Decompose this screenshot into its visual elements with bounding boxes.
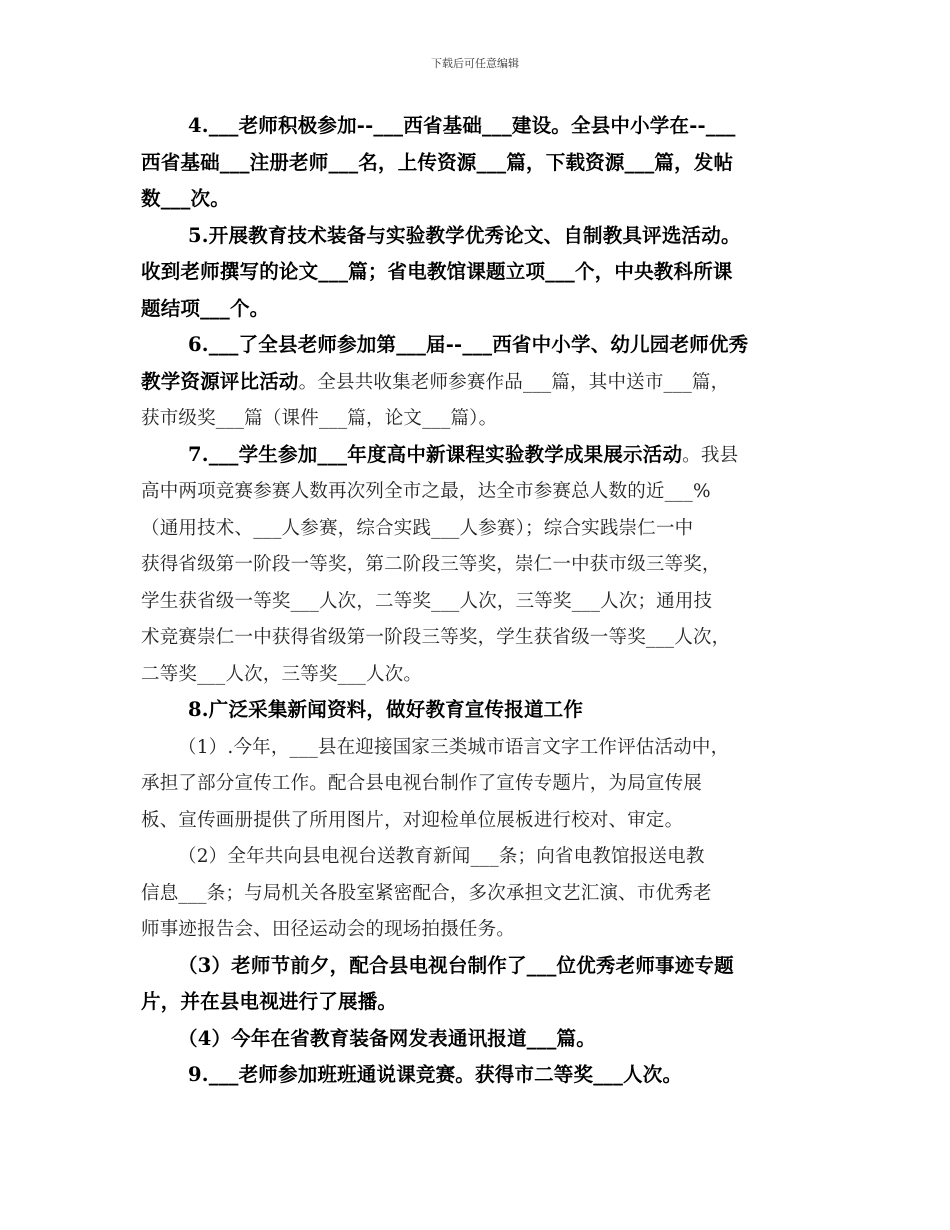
text-line [141,218,821,255]
text-line [141,619,821,656]
text-line [141,327,821,364]
text-segment: 信息___条；与局机关各股室紧密配合，多次承担文艺汇演、市优秀老 [141,882,712,904]
text-segment: 题结项___个。 [141,296,270,320]
text-line [141,948,821,985]
paragraph-item-5 [141,692,821,729]
paragraph-item-3 [141,327,821,437]
text-segment: 7.___学生参加___年度高中新课程实验教学成果展示活动 [188,442,683,466]
paragraph-item-2 [141,218,821,328]
paragraph-item-6 [141,729,821,839]
text-segment: 西省基础___注册老师___名，上传资源___篇，下载资源___篇，发帖 [141,150,734,174]
text-line [141,291,821,328]
text-line [141,181,821,218]
text-line [141,729,821,766]
text-line [141,765,821,802]
text-line [141,1021,821,1058]
text-line [141,984,821,1021]
text-line [141,583,821,620]
paragraph-item-10 [141,1057,821,1094]
text-segment: 获得省级第一阶段一等奖，第二阶段三等奖，崇仁一中获市级三等奖， [141,554,721,575]
text-line [141,911,821,948]
text-segment: 二等奖___人次，三等奖___人次。 [141,663,423,685]
paragraph-item-1 [141,108,821,218]
text-line [141,510,821,547]
text-segment: 4.___老师积极参加--___西省基础___建设。全县中小学在--___ [188,114,736,137]
text-line [141,254,821,291]
text-segment: 学生获省级一等奖___人次，二等奖___人次，三等奖___人次；通用技 [141,590,713,612]
text-line [141,108,821,145]
document-body [141,108,821,1094]
paragraph-item-9 [141,1021,821,1058]
text-line [141,802,821,839]
text-segment: （4）今年在省教育装备网发表通讯报道___篇。 [178,1026,596,1050]
text-segment: 承担了部分宣传工作。配合县电视台制作了宣传专题片，为局宣传展 [141,773,703,794]
text-segment: （1）.今年，___县在迎接国家三类城市语言文字工作评估活动中， [178,736,730,758]
paragraph-item-7 [141,838,821,948]
text-line [141,145,821,182]
text-segment: 高中两项竞赛参赛人数再次列全市之最，达全市参赛总人数的近___% [141,481,711,502]
text-segment: 。我县 [682,444,739,466]
paragraph-item-8 [141,948,821,1021]
paragraph-item-4 [141,437,821,693]
text-line [141,546,821,583]
text-segment: 获市级奖___篇（课件___篇，论文___篇）。 [141,408,498,429]
text-line [141,437,821,474]
text-segment: （3）老师节前夕，配合县电视台制作了___位优秀老师事迹专题 [178,953,734,977]
text-segment: 片，并在县电视进行了展播。 [141,990,398,1013]
text-line [141,1057,821,1094]
text-segment: 术竞赛崇仁一中获得省级第一阶段三等奖，学生获省级一等奖___人次， [141,627,731,648]
text-line [141,838,821,875]
text-segment: 8.广泛采集新闻资料，做好教育宣传报道工作 [188,698,584,721]
text-segment: 9.___老师参加班班通说课竞赛。获得市二等奖___人次。 [188,1063,683,1086]
text-line [141,875,821,912]
text-segment: （2）全年共向县电视台送教育新闻___条；向省电教馆报送电教 [178,846,705,867]
text-line [141,364,821,401]
text-segment: 6.___了全县老师参加第___届--___西省中小学、幼儿园老师优秀 [188,333,749,356]
text-segment: 教学资源评比活动 [141,369,299,393]
text-segment: 5.开展教育技术装备与实验教学优秀论文、自制教具评选活动。 [188,223,741,247]
text-segment: 。全县共收集老师参赛作品___篇，其中送市___篇， [298,371,730,393]
text-segment: 师事迹报告会、田径运动会的现场拍摄任务。 [141,919,516,940]
text-line [141,400,821,437]
page-header-note: 下载后可任意编辑 [431,57,519,70]
text-line [141,656,821,693]
text-segment: 板、宣传画册提供了所用图片，对迎检单位展板进行校对、审定。 [141,809,684,831]
text-line [141,692,821,729]
text-line [141,473,821,510]
text-segment: 收到老师撰写的论文___篇；省电教馆课题立项___个，中央教科所课 [141,260,733,283]
text-segment: （通用技术、___人参赛，综合实践___人参赛）；综合实践崇仁一中 [141,517,694,539]
text-segment: 数___次。 [141,187,230,210]
